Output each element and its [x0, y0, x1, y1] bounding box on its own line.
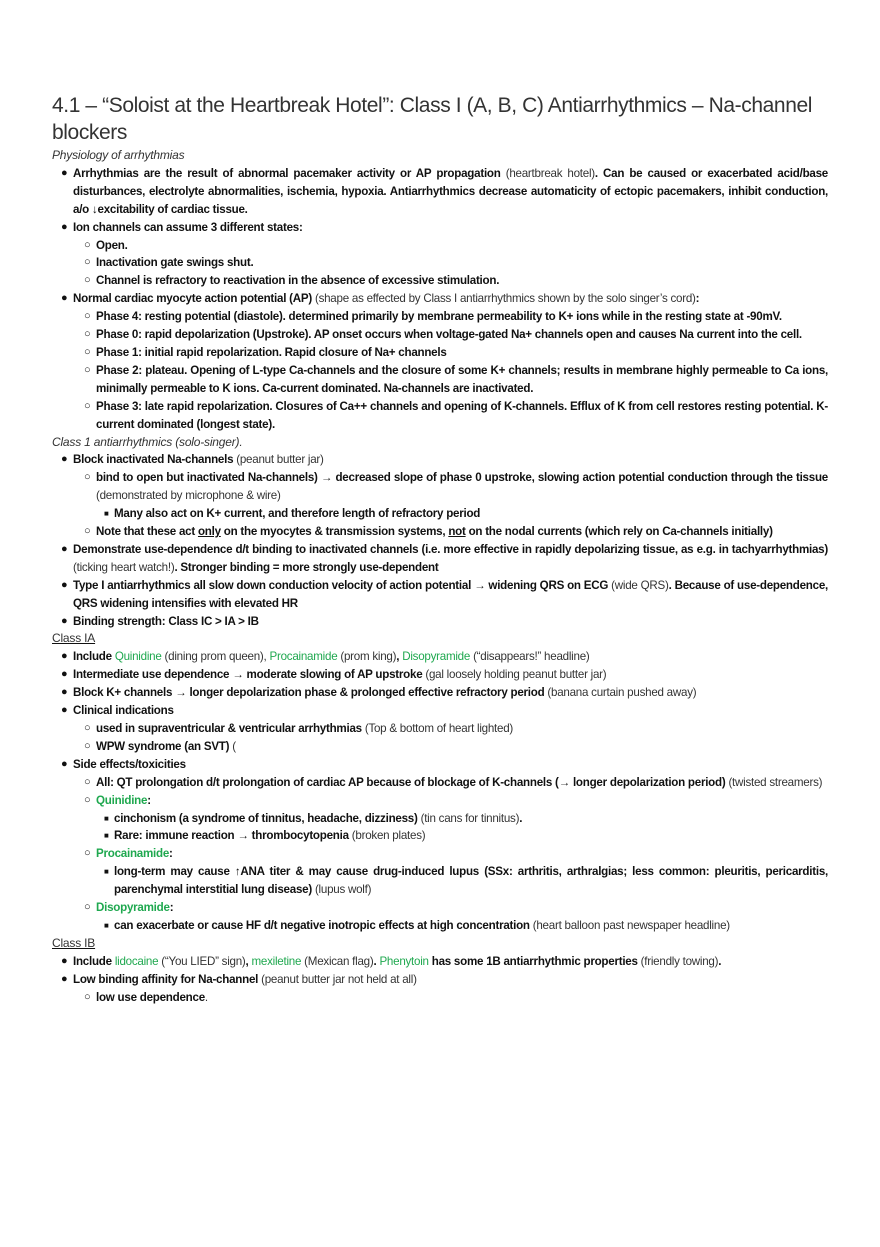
- bullet-item: [61, 541, 828, 577]
- text-run: .: [373, 954, 380, 968]
- text-run: (heartbreak hotel): [505, 166, 595, 180]
- circle-bullet-icon: ○: [84, 775, 91, 788]
- sub-bullet-item: [84, 899, 828, 917]
- text-run: Side effects/toxicities: [73, 757, 186, 771]
- bullet-icon: ●: [61, 292, 68, 305]
- bullet-icon: ●: [61, 686, 68, 699]
- text-run: (: [232, 739, 236, 753]
- text-run: low use dependence: [96, 990, 205, 1004]
- circle-bullet-icon: ○: [84, 256, 91, 269]
- bullet-icon: ●: [61, 650, 68, 663]
- text-run: only: [197, 525, 221, 539]
- text-run: (shape as effected by Class I antiarrhythmics shown by the solo singer’s cord): [314, 292, 696, 306]
- sub-bullet-item: [84, 272, 828, 290]
- text-run: . Can be caused or exacerbated acid/base disturbances, electrolyte abnormalities, ischemia, hypoxia. Antiarrhythmics decrease automaticity of ectopic pacemakers, inhibit conduction, a/o ↓excitability of cardiac tissue.: [73, 166, 828, 216]
- circle-bullet-icon: ○: [84, 901, 91, 914]
- text-run: Class 1 antiarrhythmics (solo-singer).: [52, 434, 243, 449]
- text-run: Note that these act: [96, 525, 198, 539]
- bullet-item: [61, 577, 828, 613]
- bullet-icon: ●: [61, 972, 68, 985]
- circle-bullet-icon: ○: [84, 238, 91, 251]
- bullet-item: [61, 702, 828, 720]
- text-run: 4.1 – “Soloist at the Heartbreak Hotel”: Class I (A, B, C) Antiarrhythmics – Na-channel blockers: [52, 94, 813, 144]
- text-run: Phase 1: initial rapid repolarization. Rapid closure of Na+ channels: [96, 345, 447, 359]
- text-run: Class IB: [52, 935, 96, 950]
- text-run: long-term may cause ↑ANA titer & may cause drug-induced lupus (SSx: arthritis, arthralgias; less common: pleuritis, pericarditis, parenchymal interstitial lung disease): [114, 865, 828, 897]
- bullet-item: [61, 290, 828, 308]
- bullet-icon: ●: [61, 166, 68, 179]
- sub-sub-bullet-item: [104, 917, 828, 935]
- sub-bullet-item: [84, 738, 828, 756]
- text-run: :: [169, 901, 174, 915]
- bullet-icon: ●: [61, 704, 68, 717]
- circle-bullet-icon: ○: [84, 525, 91, 538]
- text-run: Open.: [96, 238, 128, 252]
- page-title: [52, 92, 828, 146]
- text-run: (demonstrated by microphone & wire): [96, 489, 281, 503]
- class-heading: [52, 935, 828, 953]
- text-run: Class IA: [52, 631, 96, 646]
- text-run: (wide QRS): [611, 578, 669, 592]
- bullet-item: [61, 648, 828, 666]
- text-run: ,: [396, 650, 403, 664]
- text-run: (tin cans for tinnitus): [420, 811, 520, 825]
- section-subheading: [52, 434, 828, 452]
- text-run: All: QT prolongation d/t prolongation of cardiac AP because of blockage of K-channels (→ longer depolarization period): [96, 775, 729, 789]
- text-run: Phase 3: late rapid repolarization. Closures of Ca++ channels and opening of K-channels. Efflux of K from cell restores resting potential. K-current dominated (longest state).: [96, 399, 828, 431]
- text-run: (Top & bottom of heart lighted): [364, 722, 514, 735]
- text-run: Ion channels can assume 3 different states:: [73, 220, 303, 234]
- text-run: .: [718, 954, 722, 968]
- text-run: :: [147, 793, 151, 807]
- text-run: . Stronger binding = more strongly use-dependent: [174, 560, 439, 574]
- class-heading: [52, 630, 828, 648]
- sub-bullet-item: [84, 720, 828, 738]
- text-run: Clinical indications: [73, 704, 174, 718]
- sub-sub-bullet-item: [104, 827, 828, 845]
- text-run: Type I antiarrhythmics all slow down conduction velocity of action potential → widening QRS on ECG: [73, 578, 612, 592]
- drug-name: Procainamide: [269, 650, 338, 664]
- bullet-icon: ●: [61, 578, 68, 591]
- text-run: (“disappears!” headline): [470, 650, 590, 664]
- text-run: Include: [73, 650, 115, 664]
- text-run: has some 1B antiarrhythmic properties: [428, 954, 641, 968]
- drug-name: Quinidine: [96, 793, 148, 807]
- square-bullet-icon: ■: [104, 867, 109, 877]
- section-subheading: [52, 147, 828, 165]
- circle-bullet-icon: ○: [84, 793, 91, 806]
- text-run: Channel is refractory to reactivation in the absence of excessive stimulation.: [96, 274, 500, 288]
- text-run: Phase 4: resting potential (diastole). determined primarily by membrane permeability to K+ ions while in the resting state at -90mV.: [96, 310, 782, 324]
- text-run: (twisted streamers): [728, 775, 823, 789]
- text-run: Rare: immune reaction → thrombocytopenia: [114, 829, 352, 843]
- square-bullet-icon: ■: [104, 920, 109, 930]
- square-bullet-icon: ■: [104, 831, 109, 841]
- bullet-item: [61, 666, 828, 684]
- bullet-icon: ●: [61, 220, 68, 233]
- circle-bullet-icon: ○: [84, 990, 91, 1003]
- sub-bullet-item: [84, 523, 828, 541]
- sub-bullet-item: [84, 237, 828, 255]
- circle-bullet-icon: ○: [84, 345, 91, 358]
- circle-bullet-icon: ○: [84, 471, 91, 484]
- bullet-icon: ●: [61, 542, 68, 555]
- document-page: [52, 92, 828, 1007]
- bullet-item: [61, 953, 828, 971]
- text-run: .: [519, 811, 523, 825]
- text-run: Include: [73, 954, 115, 968]
- text-run: (Mexican flag): [301, 954, 374, 968]
- text-run: (ticking heart watch!): [73, 560, 175, 574]
- sub-bullet-item: [84, 362, 828, 398]
- drug-name: Disopyramide: [402, 650, 471, 664]
- sub-bullet-item: [84, 398, 828, 434]
- circle-bullet-icon: ○: [84, 847, 91, 860]
- text-run: :: [695, 292, 700, 306]
- text-run: not: [448, 525, 466, 539]
- sub-sub-bullet-item: [104, 810, 828, 828]
- text-run: (peanut butter jar): [236, 453, 324, 467]
- text-run: (“You LIED” sign): [158, 954, 246, 968]
- sub-bullet-item: [84, 989, 828, 1007]
- text-run: (prom king): [337, 650, 397, 664]
- drug-name: Phenytoin: [379, 954, 429, 968]
- text-run: cinchonism (a syndrome of tinnitus, headache, dizziness): [114, 811, 421, 825]
- bullet-icon: ●: [61, 668, 68, 681]
- bullet-item: [61, 165, 828, 219]
- drug-name: mexiletine: [251, 954, 302, 968]
- text-run: Many also act on K+ current, and therefore length of refractory period: [114, 507, 481, 521]
- sub-bullet-item: [84, 254, 828, 272]
- drug-name: Procainamide: [96, 847, 170, 861]
- sub-bullet-item: [84, 344, 828, 362]
- sub-bullet-item: [84, 308, 828, 326]
- sub-sub-bullet-item: [104, 863, 828, 899]
- bullet-item: [61, 613, 828, 631]
- bullet-item: [61, 451, 828, 469]
- text-run: Block inactivated Na-channels: [73, 453, 237, 467]
- text-run: Phase 2: plateau. Opening of L-type Ca-channels and the closure of some K+ channels; results in membrane highly permeable to Ca ions, minimally permeable to K ions. Ca-current dominated. Na-channels are inactivated.: [96, 363, 828, 395]
- circle-bullet-icon: ○: [84, 399, 91, 412]
- text-run: Low binding affinity for Na-channel: [73, 972, 262, 986]
- text-run: on the nodal currents (which rely on Ca-channels initially): [465, 525, 773, 539]
- square-bullet-icon: ■: [104, 509, 109, 519]
- bullet-icon: ●: [61, 757, 68, 770]
- circle-bullet-icon: ○: [84, 739, 91, 752]
- text-run: Demonstrate use-dependence d/t binding to inactivated channels (i.e. more effective in rapidly depolarizing tissue, as e.g. in tachyarrhythmias): [73, 542, 828, 556]
- text-run: Binding strength: Class IC > IA > IB: [73, 614, 259, 628]
- text-run: Arrhythmias are the result of abnormal pacemaker activity or AP propagation: [73, 166, 506, 180]
- bullet-icon: ●: [61, 614, 68, 627]
- circle-bullet-icon: ○: [84, 722, 91, 734]
- text-run: ,: [245, 954, 252, 968]
- bullet-icon: ●: [61, 954, 68, 967]
- sub-sub-bullet-item: [104, 505, 828, 523]
- bullet-item: [61, 756, 828, 774]
- bullet-item: [61, 219, 828, 237]
- text-run: (peanut butter jar not held at all): [261, 972, 417, 986]
- circle-bullet-icon: ○: [84, 310, 91, 323]
- text-run: on the myocytes & transmission systems,: [220, 525, 449, 539]
- text-run: Inactivation gate swings shut.: [96, 256, 254, 270]
- text-run: (friendly towing): [640, 954, 719, 968]
- bullet-item: [61, 971, 828, 989]
- text-run: Physiology of arrhythmias: [52, 148, 185, 162]
- sub-bullet-item: [84, 792, 828, 810]
- bullet-icon: ●: [61, 453, 68, 466]
- text-run: Intermediate use dependence → moderate slowing of AP upstroke: [73, 668, 426, 682]
- text-run: WPW syndrome (an SVT): [96, 739, 233, 753]
- text-run: (heart balloon past newspaper headline): [532, 918, 730, 932]
- bullet-item: [61, 684, 828, 702]
- drug-name: lidocaine: [114, 954, 159, 968]
- drug-name: Quinidine: [114, 650, 162, 664]
- sub-bullet-item: [84, 469, 828, 505]
- sub-bullet-item: [84, 845, 828, 863]
- text-run: Block K+ channels → longer depolarization phase & prolonged effective refractory period: [73, 686, 548, 700]
- text-run: . Because of use-dependence, QRS widening intensifies with elevated HR: [73, 578, 828, 610]
- square-bullet-icon: ■: [104, 813, 109, 823]
- text-run: :: [169, 847, 173, 861]
- text-run: (dining prom queen),: [161, 650, 270, 664]
- text-run: .: [204, 990, 208, 1004]
- text-run: (gal loosely holding peanut butter jar): [425, 668, 607, 682]
- text-run: bind to open but inactivated Na-channels) → decreased slope of phase 0 upstroke, slowing action potential conduction through the tissue: [96, 471, 828, 485]
- circle-bullet-icon: ○: [84, 363, 91, 376]
- text-run: (broken plates): [351, 829, 426, 843]
- text-run: Phase 0: rapid depolarization (Upstroke). AP onset occurs when voltage-gated Na+ channels open and causes Na current into the cell.: [96, 328, 802, 342]
- sub-bullet-item: [84, 326, 828, 344]
- text-run: (lupus wolf): [314, 883, 372, 897]
- circle-bullet-icon: ○: [84, 274, 91, 287]
- text-run: used in supraventricular & ventricular arrhythmias: [96, 722, 365, 735]
- text-run: (banana curtain pushed away): [547, 686, 697, 700]
- circle-bullet-icon: ○: [84, 328, 91, 341]
- sub-bullet-item: [84, 774, 828, 792]
- drug-name: Disopyramide: [96, 901, 170, 915]
- text-run: can exacerbate or cause HF d/t negative inotropic effects at high concentration: [114, 918, 533, 932]
- text-run: Normal cardiac myocyte action potential (AP): [73, 292, 315, 306]
